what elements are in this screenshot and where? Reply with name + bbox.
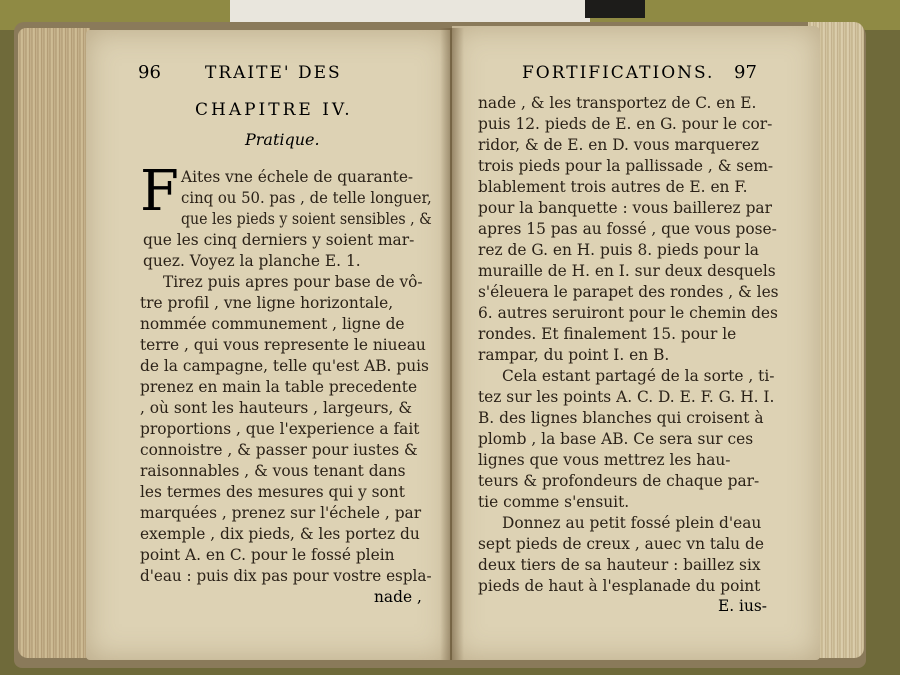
right-line-13: rampar, du point I. en B. <box>478 346 670 364</box>
right-page-number: 97 <box>734 62 757 83</box>
left-line-11: prenez en main la table precedente <box>140 378 418 396</box>
right-line-19: teurs & profondeurs de chaque par- <box>478 472 760 490</box>
section-heading: Pratique. <box>245 130 320 149</box>
right-line-15: tez sur les points A. C. D. E. F. G. H. I. <box>478 388 775 406</box>
right-line-23: deux tiers de sa hauteur : baillez six <box>478 556 761 574</box>
chapter-heading: CHAPITRE IV. <box>195 100 353 120</box>
left-line-1: Aites vne échele de quarante- <box>181 168 414 186</box>
right-line-7: apres 15 pas au fossé , que vous pose- <box>478 220 777 238</box>
left-line-4: que les cinq derniers y soient mar- <box>143 231 415 249</box>
right-line-16: B. des lignes blanches qui croisent à <box>478 409 764 427</box>
left-line-12: , où sont les hauteurs , largeurs, & <box>140 399 413 417</box>
right-line-3: ridor, & de E. en D. vous marquerez <box>478 136 760 154</box>
left-line-8: nommée communement , ligne de <box>140 315 405 333</box>
left-line-17: marquées , prenez sur l'échele , par <box>140 504 422 522</box>
left-line-5: quez. Voyez la planche E. 1. <box>143 252 361 270</box>
right-line-8: rez de G. en H. puis 8. pieds pour la <box>478 241 759 259</box>
right-line-9: muraille de H. en I. sur deux desquels <box>478 262 776 280</box>
book-gutter <box>440 28 464 660</box>
left-line-3: que les pieds y soient sensibles , & <box>181 210 432 228</box>
right-line-6: pour la banquette : vous baillerez par <box>478 199 772 217</box>
left-running-head: TRAITE' DES <box>205 63 342 83</box>
right-line-17: plomb , la base AB. Ce sera sur ces <box>478 430 754 448</box>
right-line-22: sept pieds de creux , auec vn talu de <box>478 535 764 553</box>
right-catchword: E. ius- <box>718 597 767 615</box>
left-page-edges <box>18 28 90 658</box>
right-line-10: s'éleuera le parapet des rondes , & les <box>478 283 779 301</box>
right-line-5: blablement trois autres de E. en F. <box>478 178 748 196</box>
right-line-12: rondes. Et finalement 15. pour le <box>478 325 737 343</box>
left-line-10: de la campagne, telle qu'est AB. puis <box>140 357 429 375</box>
right-line-14: Cela estant partagé de la sorte , ti- <box>502 367 775 385</box>
right-running-head: FORTIFICATIONS. <box>522 63 715 83</box>
right-line-21: Donnez au petit fossé plein d'eau <box>502 514 762 532</box>
right-line-18: lignes que vous mettrez les hau- <box>478 451 731 469</box>
left-line-6: Tirez puis apres pour base de vô- <box>163 273 423 291</box>
right-line-24: pieds de haut à l'esplanade du point <box>478 577 761 595</box>
left-line-16: les termes des mesures qui y sont <box>140 483 405 501</box>
left-line-15: raisonnables , & vous tenant dans <box>140 462 406 480</box>
left-line-7: tre profil , vne ligne horizontale, <box>140 294 394 312</box>
right-line-11: 6. autres seruiront pour le chemin des <box>478 304 778 322</box>
dark-tab <box>585 0 645 18</box>
right-line-4: trois pieds pour la pallissade , & sem- <box>478 157 774 175</box>
paper-strip <box>230 0 590 22</box>
left-line-14: connoistre , & passer pour iustes & <box>140 441 418 459</box>
left-line-20: d'eau : puis dix pas pour vostre espla- <box>140 567 432 585</box>
left-page-number: 96 <box>138 62 161 83</box>
left-line-19: point A. en C. pour le fossé plein <box>140 546 395 564</box>
left-line-13: proportions , que l'experience a fait <box>140 420 420 438</box>
left-line-9: terre , qui vous represente le niueau <box>140 336 426 354</box>
right-line-1: nade , & les transportez de C. en E. <box>478 94 757 112</box>
left-catchword: nade , <box>374 588 422 606</box>
drop-cap: F <box>140 159 179 224</box>
left-line-2: cinq ou 50. pas , de telle longuer, <box>181 189 432 207</box>
right-line-2: puis 12. pieds de E. en G. pour le cor- <box>478 115 773 133</box>
right-line-20: tie comme s'ensuit. <box>478 493 630 511</box>
left-line-18: exemple , dix pieds, & les portez du <box>140 525 420 543</box>
